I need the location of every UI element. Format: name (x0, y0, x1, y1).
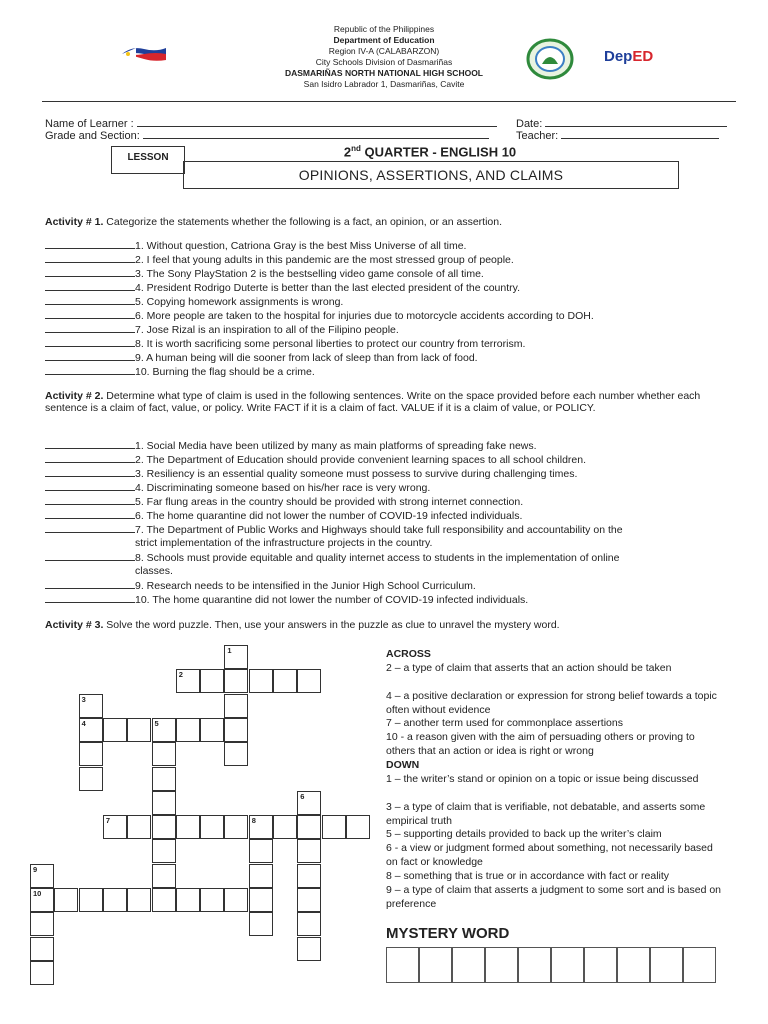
activity2-item (45, 466, 735, 481)
answer-blank[interactable] (45, 508, 135, 519)
header-divider (42, 101, 736, 102)
activity1-item-text: 4. President Rodrigo Duterte is better than the last elected president of the country. (135, 282, 521, 294)
across-clue-10: 10 - a reason given with the aim of persuading others or proving to others that an action or idea is right or wrong (386, 731, 695, 757)
activity2-heading: Activity # 2. (45, 390, 104, 402)
name-blank[interactable] (137, 116, 497, 127)
quarter-suffix: nd (351, 144, 361, 153)
crossword-cell[interactable] (176, 718, 200, 742)
crossword-number: 9 (33, 864, 38, 874)
school-seal-icon (526, 38, 574, 80)
crossword-number: 1 (227, 646, 232, 655)
activity2-item-text: 10. The home quarantine did not lower the number of COVID-19 infected individuals. (135, 594, 529, 606)
activity1-item-text: 6. More people are taken to the hospital for injuries due to motorcycle accidents according to DOH. (135, 310, 594, 322)
activity2-item-text: 2. The Department of Education should provide convenient learning spaces to all school children. (135, 454, 586, 466)
activity3-heading: Activity # 3. (45, 619, 104, 631)
activity2-item-text: 4. Discriminating someone based on his/her race is very wrong. (135, 482, 431, 494)
activity1-item-text: 10. Burning the flag should be a crime. (135, 366, 315, 378)
activity1-heading: Activity # 1. (45, 216, 104, 228)
crossword-cell[interactable] (249, 815, 273, 839)
crossword-cell[interactable] (30, 937, 54, 961)
crossword-cell[interactable] (224, 669, 248, 693)
activity2-item (45, 592, 735, 607)
crossword-cell[interactable] (322, 815, 346, 839)
crossword-cell[interactable] (200, 669, 224, 693)
activity1-item (45, 336, 735, 351)
mystery-letter-box[interactable] (617, 947, 650, 983)
answer-blank[interactable] (45, 578, 135, 589)
mystery-letter-box[interactable] (386, 947, 419, 983)
philippine-flag-icon (120, 44, 168, 64)
crossword-cell[interactable] (273, 815, 297, 839)
crossword-cell[interactable] (79, 694, 103, 718)
crossword-cell[interactable] (127, 815, 151, 839)
activity2-item (45, 508, 735, 523)
crossword-number: 8 (251, 816, 256, 826)
crossword-cell[interactable] (30, 864, 54, 888)
across-clue-4: 4 – a positive declaration or expression for strong belief towards a topic often without evidence (386, 690, 717, 716)
answer-blank[interactable] (45, 294, 135, 305)
mystery-word-title: MYSTERY WORD (386, 925, 510, 942)
mystery-letter-box[interactable] (419, 947, 452, 983)
answer-blank[interactable] (45, 494, 135, 505)
activity1-item-text: 1. Without question, Catriona Gray is the best Miss Universe of all time. (135, 240, 467, 252)
crossword-cell[interactable] (152, 742, 176, 766)
answer-blank[interactable] (45, 438, 135, 449)
crossword-cell[interactable] (152, 815, 176, 839)
activity1-item-text: 3. The Sony PlayStation 2 is the bestselling video game console of all time. (135, 268, 484, 280)
answer-blank[interactable] (45, 466, 135, 477)
activity2-item-text: 8. Schools must provide equitable and quality internet access to students in the implementation of online (135, 552, 620, 564)
header-line-6: San Isidro Labrador 1, Dasmariñas, Cavite (303, 79, 465, 89)
mystery-letter-box[interactable] (551, 947, 584, 983)
crossword-cell[interactable] (297, 669, 321, 693)
crossword-cell[interactable] (152, 791, 176, 815)
crossword-cell[interactable] (224, 645, 248, 669)
crossword-cell[interactable] (103, 815, 127, 839)
crossword-cell[interactable] (30, 912, 54, 936)
crossword-cell[interactable] (224, 888, 248, 912)
crossword-number: 6 (300, 791, 305, 801)
date-blank[interactable] (545, 116, 727, 127)
answer-blank[interactable] (45, 280, 135, 291)
activity2-item-continuation: strict implementation of the infrastructure projects in the country. (135, 536, 433, 549)
name-label: Name of Learner : (45, 118, 134, 130)
activity1-item-text: 7. Jose Rizal is an inspiration to all of the Filipino people. (135, 324, 399, 336)
activity1-item-text: 5. Copying homework assignments is wrong. (135, 296, 344, 308)
down-clue-6: 6 - a view or judgment formed about something, not necessarily based on fact or knowledge (386, 842, 713, 868)
crossword-cell[interactable] (152, 718, 176, 742)
crossword-cell[interactable] (249, 669, 273, 693)
activity2-item-text: 1. Social Media have been utilized by many as main platforms of spreading fake news. (135, 440, 537, 452)
mystery-letter-box[interactable] (485, 947, 518, 983)
crossword-cell[interactable] (152, 864, 176, 888)
activity1-item (45, 252, 735, 267)
grade-field[interactable] (45, 128, 489, 142)
down-clue-9: 9 – a type of claim that asserts a judgment to some sort and is based on preference (386, 884, 722, 910)
crossword-cell[interactable] (224, 718, 248, 742)
across-label: ACROSS (386, 648, 431, 660)
crossword-cell[interactable] (346, 815, 370, 839)
crossword-cell[interactable] (297, 839, 321, 863)
mystery-letter-box[interactable] (650, 947, 683, 983)
answer-blank[interactable] (45, 266, 135, 277)
crossword-cell[interactable] (200, 888, 224, 912)
activity1-item (45, 322, 735, 337)
activity3-text: Solve the word puzzle. Then, use your answers in the puzzle as clue to unravel the mystery word. (103, 619, 560, 631)
answer-blank[interactable] (45, 592, 135, 603)
crossword-number: 3 (81, 694, 86, 704)
activity2-item-text: 9. Research needs to be intensified in the Junior High School Curriculum. (135, 580, 476, 592)
header-line-1: Republic of the Philippines (333, 24, 435, 34)
activity1-text: Categorize the statements whether the following is a fact, an opinion, or an assertion. (103, 216, 503, 228)
activity2-item-text: 7. The Department of Public Works and Highways should take full responsibility and accountability on the (135, 524, 623, 536)
grade-blank[interactable] (143, 128, 489, 139)
activity2-item (45, 522, 735, 549)
down-clue-3: 3 – a type of claim that is verifiable, not debatable, and asserts some empirical truth (386, 801, 706, 827)
answer-blank[interactable] (45, 364, 135, 375)
answer-blank[interactable] (45, 550, 135, 561)
down-label: DOWN (386, 759, 420, 771)
crossword-cell[interactable] (79, 742, 103, 766)
crossword-number: 5 (154, 718, 159, 728)
quarter-number: 2 (343, 144, 352, 160)
crossword-cell[interactable] (30, 961, 54, 985)
lesson-title: OPINIONS, ASSERTIONS, AND CLAIMS (183, 161, 679, 189)
crossword-cell[interactable] (249, 888, 273, 912)
down-clue-5: 5 – supporting details provided to back up the writer’s claim (386, 828, 662, 840)
activity2-item (45, 550, 735, 577)
deped-logo: DepED (604, 48, 654, 65)
down-clue-1: 1 – the writer’s stand or opinion on a topic or issue being discussed (386, 773, 699, 785)
activity2-item (45, 438, 735, 453)
down-clue-8: 8 – something that is true or in accordance with fact or reality (386, 870, 670, 882)
activity2-item-text: 6. The home quarantine did not lower the number of COVID-19 infected individuals. (135, 510, 523, 522)
teacher-label: Teacher: (516, 130, 559, 142)
crossword-cell[interactable] (224, 694, 248, 718)
crossword-cell[interactable] (54, 888, 78, 912)
activity2-item (45, 480, 735, 495)
header-line-2: Department of Education (333, 35, 435, 45)
lesson-label: LESSON (111, 146, 185, 174)
crossword-cell[interactable] (249, 864, 273, 888)
answer-blank[interactable] (45, 322, 135, 333)
crossword-cell[interactable] (200, 815, 224, 839)
date-label: Date: (516, 118, 543, 130)
mystery-letter-box[interactable] (452, 947, 485, 983)
answer-blank[interactable] (45, 452, 135, 463)
activity3-instruction (45, 619, 725, 631)
activity2-text: Determine what type of claim is used in the following sentences. Write on the space provided before each number whether each sentence is a claim of fact, value, or policy. Write FACT if it is a claim of fact. VALUE if it is a claim of value, or POLICY. (45, 390, 701, 414)
activity2-item (45, 578, 735, 593)
crossword-cell[interactable] (224, 742, 248, 766)
crossword-cell[interactable] (297, 815, 321, 839)
crossword-cell[interactable] (224, 815, 248, 839)
activity2-item-continuation: classes. (135, 564, 173, 577)
mystery-letter-box[interactable] (518, 947, 551, 983)
activity2-item (45, 494, 735, 509)
activity1-item (45, 266, 735, 281)
answer-blank[interactable] (45, 350, 135, 361)
crossword-cell[interactable] (79, 767, 103, 791)
answer-blank[interactable] (45, 522, 135, 533)
activity1-item (45, 280, 735, 295)
crossword-cell[interactable] (176, 888, 200, 912)
answer-blank[interactable] (45, 336, 135, 347)
crossword-cell[interactable] (30, 888, 54, 912)
activity2-instruction (45, 390, 725, 414)
activity1-item (45, 308, 735, 323)
teacher-field[interactable] (516, 128, 719, 142)
crossword-number: 10 (33, 889, 42, 898)
crossword-cell[interactable] (249, 839, 273, 863)
mystery-letter-box[interactable] (584, 947, 617, 983)
crossword-cell[interactable] (273, 669, 297, 693)
activity1-item (45, 238, 735, 253)
crossword-number: 2 (178, 670, 183, 680)
crossword-cell[interactable] (297, 937, 321, 961)
activity1-item-text: 9. A human being will die sooner from lack of sleep than from lack of food. (135, 352, 478, 364)
crossword-cell[interactable] (176, 815, 200, 839)
crossword-cell[interactable] (152, 767, 176, 791)
crossword-cell[interactable] (176, 669, 200, 693)
crossword-cell[interactable] (79, 718, 103, 742)
crossword-cell[interactable] (103, 888, 127, 912)
crossword-cell[interactable] (249, 912, 273, 936)
crossword-cell[interactable] (127, 888, 151, 912)
answer-blank[interactable] (45, 480, 135, 491)
activity2-item-text: 3. Resiliency is an essential quality someone must possess to survive during challenging times. (135, 468, 578, 480)
activity1-item-text: 8. It is worth sacrificing some personal liberties to protect our country from terrorism. (135, 338, 526, 350)
header-line-5: DASMARIÑAS NORTH NATIONAL HIGH SCHOOL (284, 68, 483, 78)
crossword-cell[interactable] (152, 888, 176, 912)
across-clue-7: 7 – another term used for commonplace assertions (386, 717, 623, 729)
quarter-title (183, 144, 677, 159)
crossword-cell[interactable] (127, 718, 151, 742)
crossword-cell[interactable] (297, 864, 321, 888)
crossword-cell[interactable] (297, 791, 321, 815)
grade-label: Grade and Section: (45, 130, 140, 142)
activity2-item-text: 5. Far flung areas in the country should be provided with strong internet connection. (135, 496, 524, 508)
header-line-4: City Schools Division of Dasmariñas (315, 57, 453, 67)
answer-blank[interactable] (45, 252, 135, 263)
activity1-item (45, 294, 735, 309)
activity1-item (45, 364, 735, 379)
crossword-cell[interactable] (103, 718, 127, 742)
answer-blank[interactable] (45, 238, 135, 249)
answer-blank[interactable] (45, 308, 135, 319)
crossword-number: 7 (105, 816, 111, 826)
teacher-blank[interactable] (561, 128, 719, 139)
activity1-item (45, 350, 735, 365)
activity2-item (45, 452, 735, 467)
crossword-cell[interactable] (79, 888, 103, 912)
header-line-3: Region IV-A (CALABARZON) (328, 46, 440, 56)
crossword-cell[interactable] (200, 718, 224, 742)
crossword-number: 4 (81, 718, 86, 728)
mystery-letter-box[interactable] (683, 947, 716, 983)
activity1-item-text: 2. I feel that young adults in this pandemic are the most stressed group of people. (135, 254, 514, 266)
crossword-cell[interactable] (297, 888, 321, 912)
across-clue-2: 2 – a type of claim that asserts that an action should be taken (386, 662, 672, 674)
activity1-instruction (45, 216, 725, 228)
quarter-subject: QUARTER - ENGLISH 10 (360, 144, 517, 160)
crossword-cell[interactable] (152, 839, 176, 863)
crossword-cell[interactable] (297, 912, 321, 936)
